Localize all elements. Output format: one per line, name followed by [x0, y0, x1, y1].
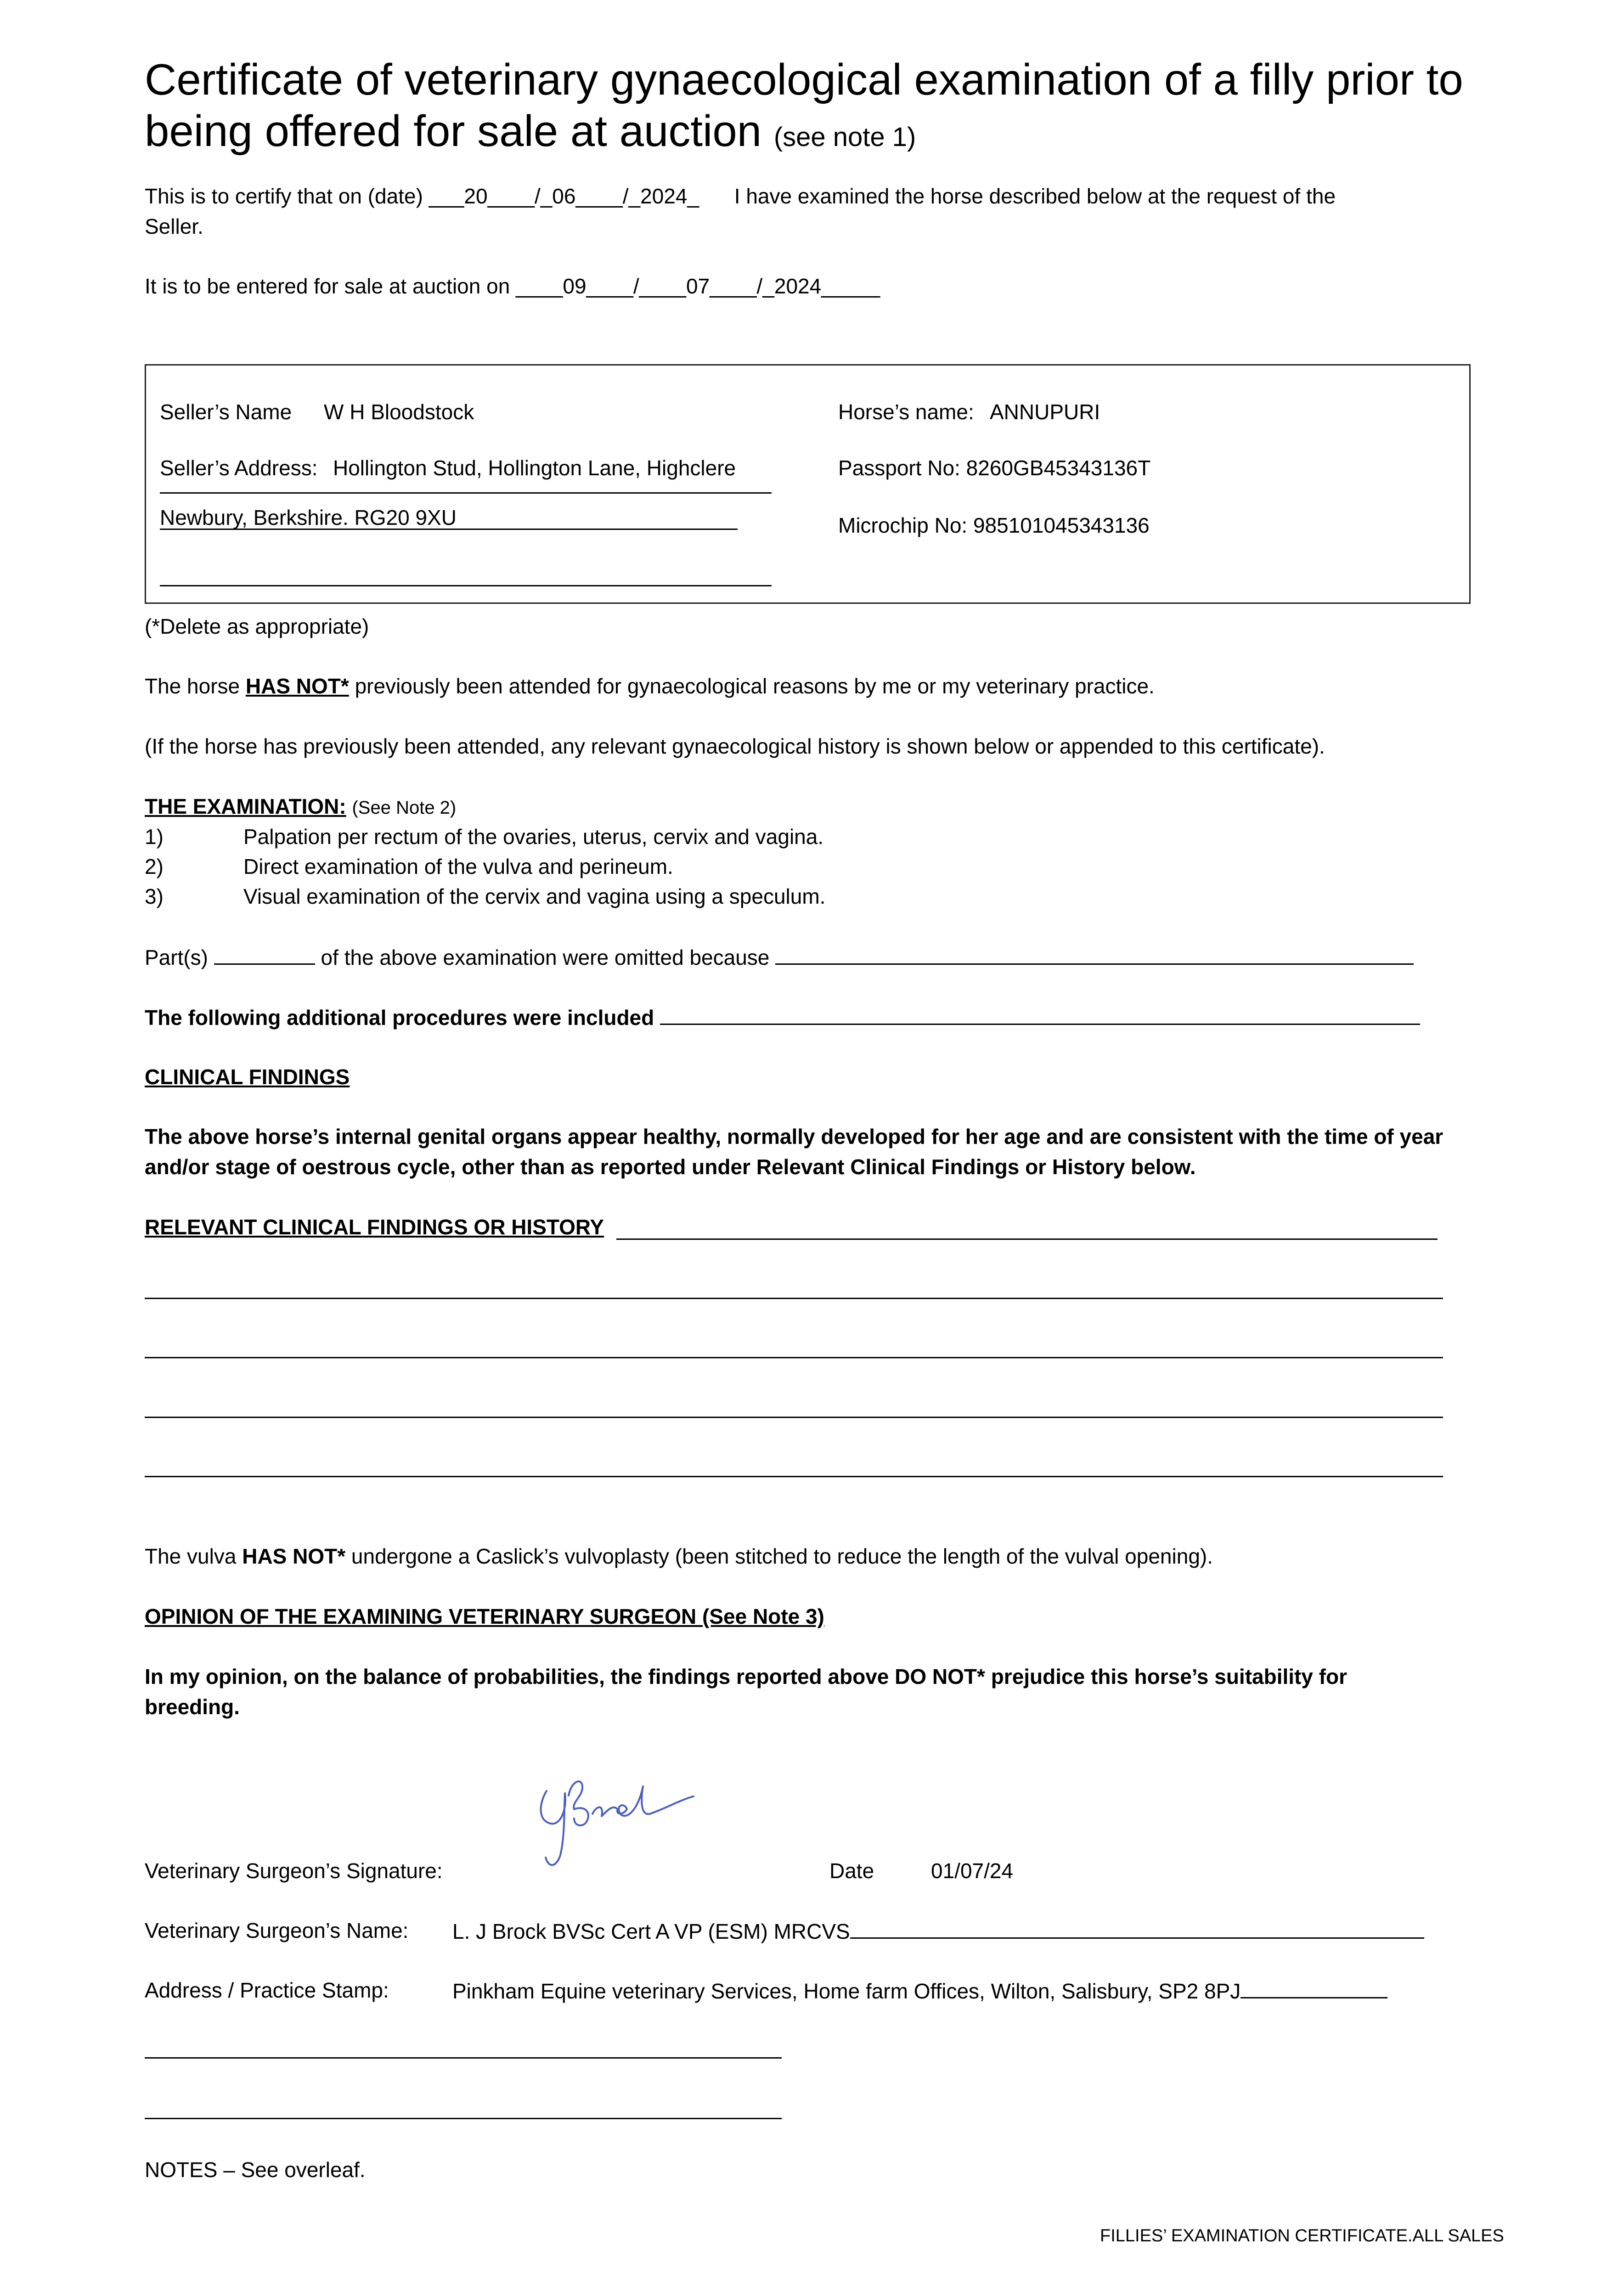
certify-line-1: This is to certify that on (date) ___20____/_06____/_2024_ I have examined the horse described below at the request of the	[145, 184, 1336, 208]
seller-address-line-2: Newbury, Berkshire. RG20 9XU	[160, 506, 457, 529]
seller-address-rule-3	[160, 585, 772, 586]
exam-item-2-num: 2)	[145, 855, 164, 878]
seller-address-rule-2	[160, 529, 738, 530]
seller-address-rule-1	[160, 492, 772, 494]
practice-stamp-rule-2[interactable]	[145, 2118, 782, 2119]
seller-name-label: Seller’s Name	[160, 400, 292, 424]
omitted-line	[145, 943, 1414, 971]
relevant-findings-rule-3[interactable]	[145, 1417, 1443, 1418]
seller-address-line-1: Hollington Stud, Hollington Lane, Highclere	[333, 456, 736, 480]
vulva-prefix: The vulva	[145, 1544, 242, 1568]
attended-line	[145, 673, 1155, 699]
omitted-reason-blank[interactable]	[775, 943, 1414, 965]
vet-name-value: L. J Brock BVSc Cert A VP (ESM) MRCVS	[452, 1919, 850, 1943]
opinion-heading: OPINION OF THE EXAMINING VETERINARY SURGEON (See Note 3)	[145, 1604, 824, 1628]
seller-address-label: Seller’s Address:	[160, 456, 318, 480]
practice-stamp-rule-1[interactable]	[145, 2057, 782, 2059]
opinion-line-1: In my opinion, on the balance of probabilities, the findings reported above DO NOT* prejudice this horse’s suitability for	[145, 1665, 1348, 1688]
horse-name-label: Horse’s name:	[838, 400, 974, 424]
date-value: 01/07/24	[931, 1859, 1014, 1883]
omitted-parts-blank[interactable]	[214, 943, 315, 965]
title-note: (see note 1)	[773, 122, 916, 152]
examination-heading-line	[145, 793, 456, 821]
signature-label: Veterinary Surgeon’s Signature:	[145, 1859, 443, 1883]
practice-address-blank[interactable]	[1241, 1977, 1387, 1998]
title-line-2	[145, 106, 916, 163]
microchip-number: Microchip No: 985101045343136	[838, 513, 1150, 537]
omitted-part-1: Part(s)	[145, 945, 214, 969]
relevant-findings-rule-0[interactable]	[616, 1238, 1438, 1240]
examination-heading: THE EXAMINATION:	[145, 794, 346, 818]
exam-item-1-text: Palpation per rectum of the ovaries, uterus, cervix and vagina.	[243, 825, 824, 849]
attended-suffix: previously been attended for gynaecological reasons by me or my veterinary practice.	[349, 674, 1155, 698]
examination-heading-note: (See Note 2)	[352, 798, 457, 818]
passport-number: Passport No: 8260GB45343136T	[838, 456, 1151, 480]
vet-name-line	[452, 1917, 1424, 1945]
title-line-2-text: being offered for sale at auction	[145, 107, 762, 156]
relevant-findings-heading: RELEVANT CLINICAL FINDINGS OR HISTORY	[145, 1215, 604, 1239]
exam-item-3-num: 3)	[145, 884, 164, 908]
seller-name-value: W H Bloodstock	[324, 400, 474, 424]
omitted-part-2: of the above examination were omitted because	[315, 945, 776, 969]
date-label: Date	[829, 1859, 874, 1883]
opinion-line-2: breeding.	[145, 1695, 240, 1719]
exam-item-3-text: Visual examination of the cervix and vagina using a speculum.	[243, 884, 826, 908]
exam-item-1-num: 1)	[145, 825, 164, 849]
vulva-line	[145, 1543, 1213, 1570]
clinical-findings-line-2: and/or stage of oestrous cycle, other than as reported under Relevant Clinical Findings or History below.	[145, 1155, 1196, 1179]
horse-name-value: ANNUPURI	[990, 400, 1100, 424]
relevant-findings-rule-1[interactable]	[145, 1298, 1443, 1299]
practice-address-label: Address / Practice Stamp:	[145, 1978, 389, 2002]
exam-item-2-text: Direct examination of the vulva and perineum.	[243, 855, 673, 878]
practice-address-line	[452, 1977, 1387, 2004]
relevant-findings-rule-4[interactable]	[145, 1476, 1443, 1477]
relevant-findings-rule-2[interactable]	[145, 1357, 1443, 1358]
additional-line	[145, 1003, 1420, 1031]
certify-line-2: Seller.	[145, 214, 203, 238]
notes-line: NOTES – See overleaf.	[145, 2158, 366, 2182]
attended-prefix: The horse	[145, 674, 246, 698]
vulva-status: HAS NOT*	[242, 1544, 346, 1568]
vet-name-blank[interactable]	[850, 1917, 1424, 1939]
additional-procedures-blank[interactable]	[660, 1003, 1420, 1025]
additional-label: The following additional procedures were included	[145, 1006, 660, 1030]
footer-text: FILLIES’ EXAMINATION CERTIFICATE.ALL SALES	[1100, 2226, 1504, 2245]
vet-name-label: Veterinary Surgeon’s Name:	[145, 1919, 409, 1942]
clinical-findings-heading: CLINICAL FINDINGS	[145, 1065, 350, 1089]
attended-status: HAS NOT*	[245, 674, 349, 698]
delete-note: (*Delete as appropriate)	[145, 614, 369, 638]
vet-signature-graphic	[528, 1759, 703, 1878]
auction-date-line: It is to be entered for sale at auction on ____09____/____07____/_2024_____	[145, 274, 880, 298]
title-line-1: Certificate of veterinary gynaecological examination of a filly prior to	[145, 55, 1463, 104]
clinical-findings-line-1: The above horse’s internal genital organs appear healthy, normally developed for her age and are consistent with the time of year	[145, 1125, 1444, 1148]
history-note: (If the horse has previously been attended, any relevant gynaecological history is shown below or appended to this certificate).	[145, 734, 1325, 758]
vulva-suffix: undergone a Caslick’s vulvoplasty (been stitched to reduce the length of the vulval opening).	[345, 1544, 1213, 1568]
practice-address-value: Pinkham Equine veterinary Services, Home farm Offices, Wilton, Salisbury, SP2 8PJ	[452, 1979, 1241, 2003]
